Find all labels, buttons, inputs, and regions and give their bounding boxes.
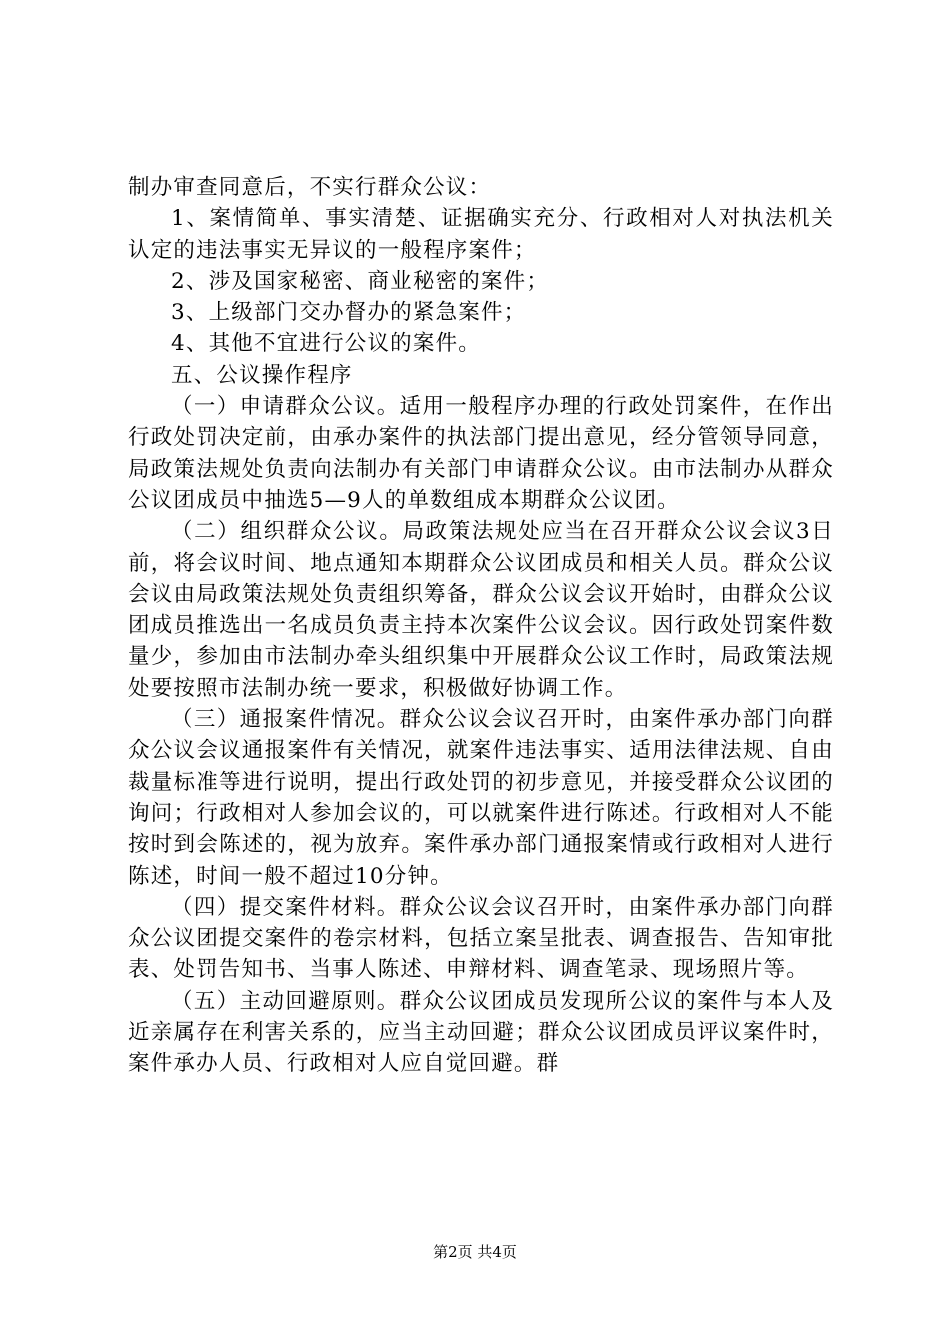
section-heading: 五、公议操作程序 <box>171 362 353 388</box>
paragraph: 2、涉及国家秘密、商业秘密的案件； <box>171 268 550 294</box>
paragraph: （五）主动回避原则。群众公议团成员发现所公议的案件与本人及近亲属存在利害关系的，应当主动回避；群众公议团成员评议案件时，案件承办人员、行政相对人应自觉回避。群 <box>128 988 834 1077</box>
paragraph: 3、上级部门交办督办的紧急案件； <box>171 300 527 326</box>
paragraph: （三）通报案件情况。群众公议会议召开时，由案件承办部门向群众公议会议通报案件有关情况，就案件违法事实、适用法律法规、自由裁量标准等进行说明，提出行政处罚的初步意见，并接受群众公议团的询问；行政相对人参加会议的，可以就案件进行陈述。行政相对人不能按时到会陈述的，视为放弃。案件承办部门通报案情或行政相对人进行陈述，时间一般不超过10分钟。 <box>128 707 834 889</box>
paragraph: （四）提交案件材料。群众公议会议召开时，由案件承办部门向群众公议团提交案件的卷宗材料，包括立案呈批表、调查报告、告知审批表、处罚告知书、当事人陈述、申辩材料、调查笔录、现场照片等。 <box>128 894 834 983</box>
paragraph: （二）组织群众公议。局政策法规处应当在召开群众公议会议3日前，将会议时间、地点通知本期群众公议团成员和相关人员。群众公议会议由局政策法规处负责组织筹备，群众公议会议开始时，由群众公议团成员推选出一名成员负责主持本次案件公议会议。因行政处罚案件数量少，参加由市法制办牵头组织集中开展群众公议工作时，局政策法规处要按照市法制办统一要求，积极做好协调工作。 <box>128 519 834 701</box>
document-body <box>128 172 834 1080</box>
page-footer: 第2页 共4页 <box>433 1243 517 1261</box>
paragraph: 4、其他不宜进行公议的案件。 <box>171 331 481 357</box>
paragraph: 制办审查同意后，不实行群众公议： <box>128 175 492 200</box>
paragraph: （一）申请群众公议。适用一般程序办理的行政处罚案件，在作出行政处罚决定前，由承办案件的执法部门提出意见，经分管领导同意，局政策法规处负责向法制办有关部门申请群众公议。由市法制办从群众公议团成员中抽选5—9人的单数组成本期群众公议团。 <box>128 394 834 513</box>
paragraph: 1、案情简单、事实清楚、证据确实充分、行政相对人对执法机关认定的违法事实无异议的一般程序案件； <box>128 206 834 263</box>
